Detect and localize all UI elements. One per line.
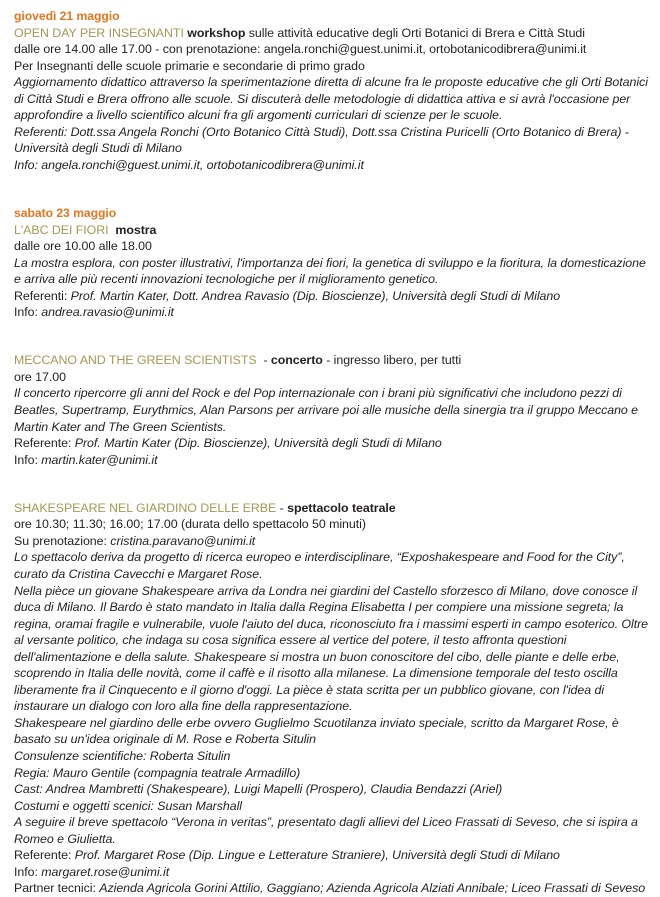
event-referenti-value: Prof. Margaret Rose (Dip. Lingue e Letterature Straniere), Università degli Studi di Milano bbox=[74, 848, 560, 863]
event-time-line: ore 10.30; 11.30; 16.00; 17.00 (durata dello spettacolo 50 minuti) bbox=[14, 517, 366, 532]
event-date-sabato-23-maggio: sabato 23 maggio bbox=[14, 206, 117, 221]
section-spacer bbox=[14, 485, 648, 500]
section-spacer bbox=[14, 321, 648, 338]
event-title-line-meccano bbox=[14, 352, 648, 369]
event-referenti-label: Referenti: bbox=[14, 124, 68, 139]
section-spacer bbox=[14, 190, 648, 205]
event-time-line: ore 17.00 bbox=[14, 369, 66, 384]
event-info-line bbox=[14, 304, 648, 321]
event-kind-badge: workshop bbox=[187, 25, 246, 40]
event-block-open-day bbox=[14, 8, 648, 173]
event-block-shakespeare bbox=[14, 500, 648, 897]
event-referenti-label: Referente: bbox=[14, 436, 72, 451]
event-info-value: martin.kater@unimi.it bbox=[41, 452, 158, 467]
event-referenti-value: Prof. Martin Kater (Dip. Bioscienze), Università degli Studi di Milano bbox=[74, 436, 442, 451]
event-kind-badge: spettacolo teatrale bbox=[287, 500, 396, 515]
event-info-label: Info: bbox=[14, 157, 38, 172]
event-booking-line bbox=[14, 533, 648, 550]
event-info-label: Info: bbox=[14, 305, 38, 320]
event-kind-badge: mostra bbox=[115, 222, 157, 237]
event-audience-line: Per Insegnanti delle scuole primarie e secondarie di primo grado bbox=[14, 58, 365, 73]
event-info-line bbox=[14, 864, 648, 881]
event-referenti-line bbox=[14, 288, 648, 305]
event-info-label: Info: bbox=[14, 452, 38, 467]
event-credit-line: Consulenze scientifiche: Roberta Situlin bbox=[14, 748, 231, 763]
event-credit-line: Cast: Andrea Mambretti (Shakespeare), Luigi Mapelli (Prospero), Claudia Bendazzi (Ariel) bbox=[14, 782, 503, 797]
event-title-line-shakespeare bbox=[14, 500, 648, 517]
event-partner-label: Partner tecnici: bbox=[14, 881, 96, 896]
event-kind-prefix: - bbox=[279, 500, 284, 515]
event-title-tail: sulle attività educative degli Orti Botanici di Brera e Città Studi bbox=[248, 25, 585, 40]
section-spacer bbox=[14, 173, 648, 190]
event-title-tail: - ingresso libero, per tutti bbox=[326, 353, 462, 368]
event-description-2: Nella pièce un giovane Shakespeare arriva da Londra nei giardini del Castello sforzesco di Milano, dove conosce il duca di Milano. Il Bardo è stato mandato in Italia dalla Regina Elisabetta I per compiere una missione segreta; la regina, oramai fragile e vulnerabile, vuole l'aiuto del duca, riconosciuto fra i massimi esperti in campo esoterico. Oltre al versante politico, che indaga su cosa significa essere al vertice del potere, il testo affronta questioni dell'alimentazione e della salute. Shakespeare si mostra un buon conoscitore del cibo, delle piante e delle erbe, scoprendo in Italia delle novità, come il caffè e il risotto alla milanese. La dimensione temporale del testo oscilla liberamente fra il Cinquecento e il giorno d'oggi. La pièce è stata scritta per un pubblico giovane, con l'idea di instaurare un dialogo con loro alla fine della rappresentazione. bbox=[14, 583, 648, 714]
event-info-label: Info: bbox=[14, 864, 38, 879]
event-info-value: angela.ronchi@guest.unimi.it, ortobotanicodibrera@unimi.it bbox=[41, 157, 364, 172]
event-partner-value: Azienda Agricola Gorini Attilio, Gaggiano; Azienda Agricola Alziati Annibale; Liceo Frassati di Seveso bbox=[99, 881, 646, 896]
event-referenti-line bbox=[14, 435, 648, 452]
event-title-text: OPEN DAY PER INSEGNANTI bbox=[14, 25, 184, 40]
event-time-line: dalle ore 10.00 alle 18.00 bbox=[14, 239, 152, 254]
event-description: La mostra esplora, con poster illustrativi, l'importanza dei fiori, la genetica di sviluppo e la fioritura, la domesticazione e arriva alle più recenti innovazioni tecnologiche per il miglioramento genetico. bbox=[14, 255, 646, 287]
event-title-text: MECCANO AND THE GREEN SCIENTISTS bbox=[14, 353, 257, 368]
event-credit-line: Costumi e oggetti scenici: Susan Marshall bbox=[14, 798, 242, 813]
event-title-text: L'ABC DEI FIORI bbox=[14, 222, 109, 237]
event-kind-badge: concerto bbox=[270, 353, 323, 368]
section-spacer bbox=[14, 337, 648, 352]
event-block-meccano bbox=[14, 352, 648, 468]
event-referenti-value: Prof. Martin Kater, Dott. Andrea Ravasio (Dip. Bioscienze), Università degli Studi di Milano bbox=[70, 288, 561, 303]
event-info-value: margaret.rose@unimi.it bbox=[41, 864, 170, 879]
event-description-3: Shakespeare nel giardino delle erbe ovvero Guglielmo Scuotilanza inviato speciale, scritto da Margaret Rose, è basato su un'idea originale di M. Rose e Roberta Situlin bbox=[14, 715, 619, 747]
event-referenti-label: Referenti: bbox=[14, 288, 68, 303]
event-referenti-value: Dott.ssa Angela Ronchi (Orto Botanico Città Studi), Dott.ssa Cristina Puricelli (Orto Botanico di Brera) - Università degli Studi di Milano bbox=[14, 124, 629, 156]
event-block-abc-dei-fiori bbox=[14, 205, 648, 321]
event-booking-value: cristina.paravano@unimi.it bbox=[110, 533, 256, 548]
event-info-value: andrea.ravasio@unimi.it bbox=[41, 305, 174, 320]
event-title-text: SHAKESPEARE NEL GIARDINO DELLE ERBE bbox=[14, 500, 277, 515]
event-referenti-label: Referente: bbox=[14, 848, 72, 863]
event-time-line: dalle ore 14.00 alle 17.00 - con prenotazione: angela.ronchi@guest.unimi.it, ortobotanicodibrera@unimi.it bbox=[14, 42, 587, 57]
event-title-line-abc-dei-fiori bbox=[14, 222, 648, 239]
event-title-line-open-day bbox=[14, 25, 648, 42]
event-info-line bbox=[14, 157, 648, 174]
event-kind-prefix: - bbox=[263, 353, 268, 368]
event-description: Il concerto ripercorre gli anni del Rock e del Pop internazionale con i brani più significativi che includono pezzi di Beatles, Supertramp, Eurythmics, Alan Parsons per arrivare poi alle musiche della sinergia tra il gruppo Meccano e Martin Kater and The Green Scientists. bbox=[14, 386, 638, 434]
event-credit-line: Regia: Mauro Gentile (compagnia teatrale Armadillo) bbox=[14, 765, 301, 780]
event-description: Aggiornamento didattico attraverso la sperimentazione diretta di alcune fra le proposte educative che gli Orti Botanici di Città Studi e Brera offrono alle scuole. Si discuterà delle metodologie di didattica attiva e si avrà l'occasione per approfondire a livello scientifico alcuni fra gli argomenti curriculari di scienze per le scuole. bbox=[14, 75, 648, 123]
event-description-1: Lo spettacolo deriva da progetto di ricerca europeo e interdisciplinare, “Exposhakespeare and Food for the City”, curato da Cristina Cavecchi e Margaret Rose. bbox=[14, 550, 625, 581]
event-description-4: A seguire il breve spettacolo “Verona in veritas”, presentato dagli allievi del Liceo Frassati di Seveso, che si ispira a Romeo e Giulietta. bbox=[14, 815, 638, 846]
section-spacer bbox=[14, 468, 648, 485]
event-date-giovedi-21-maggio: giovedì 21 maggio bbox=[14, 9, 120, 23]
event-partner-line bbox=[14, 880, 648, 897]
event-referenti-line bbox=[14, 124, 648, 157]
event-booking-label: Su prenotazione: bbox=[14, 533, 107, 548]
event-info-line bbox=[14, 452, 648, 469]
event-referenti-line bbox=[14, 847, 648, 864]
